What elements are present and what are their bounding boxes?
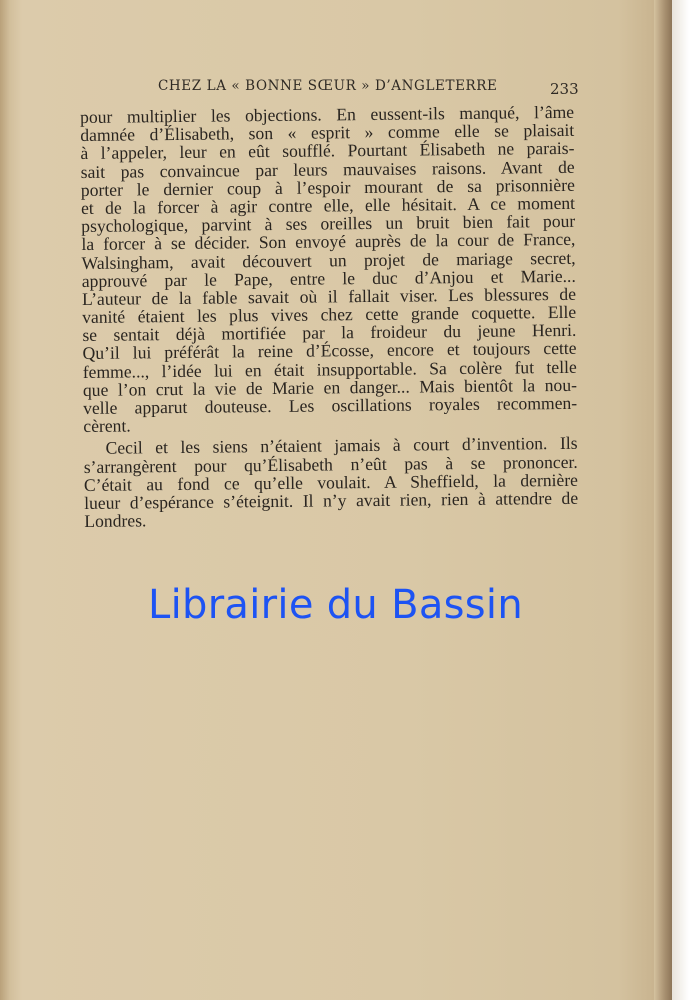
text-line: velle apparut douteuse. Les oscillations royales recommen-	[83, 392, 578, 418]
page-number: 233	[550, 80, 579, 98]
text-line: femme..., l’idée lui en était insupportable. Sa colère fut telle	[82, 356, 577, 382]
text-line: Walsingham, avait découvert un projet de mariage secret,	[81, 247, 576, 273]
text-line: à l’appeler, leur en eût soufflé. Pourtant Élisabeth ne parais-	[80, 138, 575, 164]
running-head-title: CHEZ LA « BONNE SŒUR » D’ANGLETERRE	[158, 78, 498, 94]
text-line: approuvé par le Pape, entre le duc d’Anjou et Marie...	[81, 265, 576, 291]
text-line: se sentait déjà mortifiée par la froideur du jeune Henri.	[82, 320, 577, 346]
text-line: porter le dernier coup à l’espoir mourant de sa prisonnière	[80, 174, 575, 200]
text-line: sait pas convaincue par leurs mauvaises raisons. Avant de	[80, 156, 575, 182]
body-text	[80, 103, 578, 530]
paragraph-1	[80, 103, 577, 436]
text-line: damnée d’Élisabeth, son « esprit » comme elle se plaisait	[80, 120, 575, 146]
text-line: et de la forcer à agir contre elle, elle hésitait. A ce moment	[80, 192, 576, 218]
paragraph-2	[83, 434, 578, 530]
text-line: cèrent.	[83, 415, 131, 437]
text-line: lueur d’espérance s’éteignit. Il n’y avait rien, rien à attendre de	[84, 487, 579, 513]
text-line: C’était au fond ce qu’elle voulait. A Sheffield, la dernière	[83, 469, 579, 495]
text-line: L’auteur de la fable savait où il fallait viser. Les blessures de	[81, 283, 577, 309]
text-line: vanité étaient les plus vives chez cette grande coquette. Elle	[82, 301, 577, 328]
text-line: Qu’il lui préférât la reine d’Écosse, encore et toujours cette	[82, 338, 577, 364]
text-line: s’arrangèrent pour qu’Élisabeth n’eût pas à se prononcer.	[83, 451, 578, 477]
text-line: la forcer à se décider. Son envoyé auprès de la cour de France,	[81, 229, 576, 255]
text-line: psychologique, parvint à ses oreilles un bruit bien fait pour	[81, 210, 576, 237]
page-edge	[672, 0, 689, 1000]
running-head	[158, 76, 598, 100]
page-gutter-shadow	[654, 0, 672, 1000]
text-line: pour multiplier les objections. En eussent-ils manqué, l’âme	[79, 101, 575, 127]
text-line: Londres.	[84, 510, 147, 532]
text-line: Cecil et les siens n’étaient jamais à court d’invention. Ils	[105, 433, 578, 459]
text-line: que l’on crut la vie de Marie en danger... Mais bientôt la nou-	[82, 374, 578, 400]
watermark-text: Librairie du Bassin	[148, 582, 523, 628]
